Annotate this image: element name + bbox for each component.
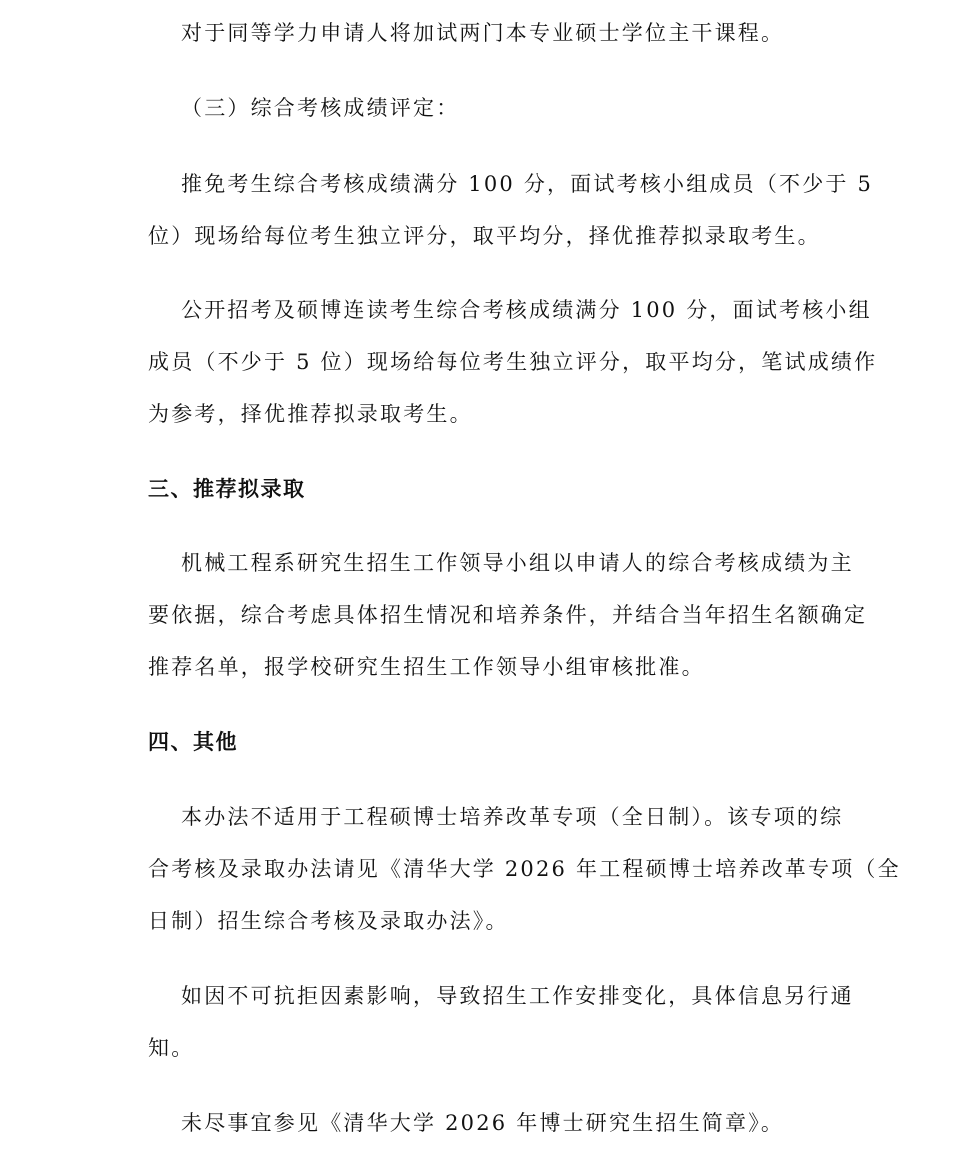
paragraph-see-admissions-guide: 未尽事宜参见《清华大学 2026 年博士研究生招生简章》。 — [181, 1111, 785, 1135]
paragraph-special-program-line-3: 日制）招生综合考核及录取办法》。 — [148, 909, 509, 933]
paragraph-force-majeure-line-1: 如因不可抗拒因素影响，导致招生工作安排变化，具体信息另行通 — [181, 984, 854, 1008]
section-heading-other: 四、其他 — [148, 730, 238, 754]
paragraph-leading-group-line-2: 要依据，综合考虑具体招生情况和培养条件，并结合当年招生名额确定 — [148, 603, 868, 627]
paragraph-equivalent-education-line-1: 对于同等学力申请人将加试两门本专业硕士学位主干课程。 — [181, 21, 785, 45]
subheading-score-evaluation: （三）综合考核成绩评定： — [181, 96, 460, 120]
paragraph-open-exam-line-2: 成员（不少于 5 位）现场给每位考生独立评分，取平均分，笔试成绩作 — [148, 350, 878, 374]
paragraph-leading-group-line-1: 机械工程系研究生招生工作领导小组以申请人的综合考核成绩为主 — [181, 551, 854, 575]
paragraph-open-exam-line-3: 为参考，择优推荐拟录取考生。 — [148, 402, 473, 426]
paragraph-open-exam-line-1: 公开招考及硕博连读考生综合考核成绩满分 100 分，面试考核小组 — [181, 298, 872, 322]
paragraph-recommended-exempt-line-2: 位）现场给每位考生独立评分，取平均分，择优推荐拟录取考生。 — [148, 224, 821, 248]
paragraph-recommended-exempt-line-1: 推免考生综合考核成绩满分 100 分，面试考核小组成员（不少于 5 — [181, 172, 874, 196]
paragraph-force-majeure-line-2: 知。 — [148, 1036, 195, 1060]
section-heading-recommend-admission: 三、推荐拟录取 — [148, 477, 306, 501]
paragraph-leading-group-line-3: 推荐名单，报学校研究生招生工作领导小组审核批准。 — [148, 655, 705, 679]
paragraph-special-program-line-1: 本办法不适用于工程硕博士培养改革专项（全日制）。该专项的综 — [181, 805, 844, 829]
paragraph-special-program-line-2: 合考核及录取办法请见《清华大学 2026 年工程硕博士培养改革专项（全 — [148, 857, 901, 881]
